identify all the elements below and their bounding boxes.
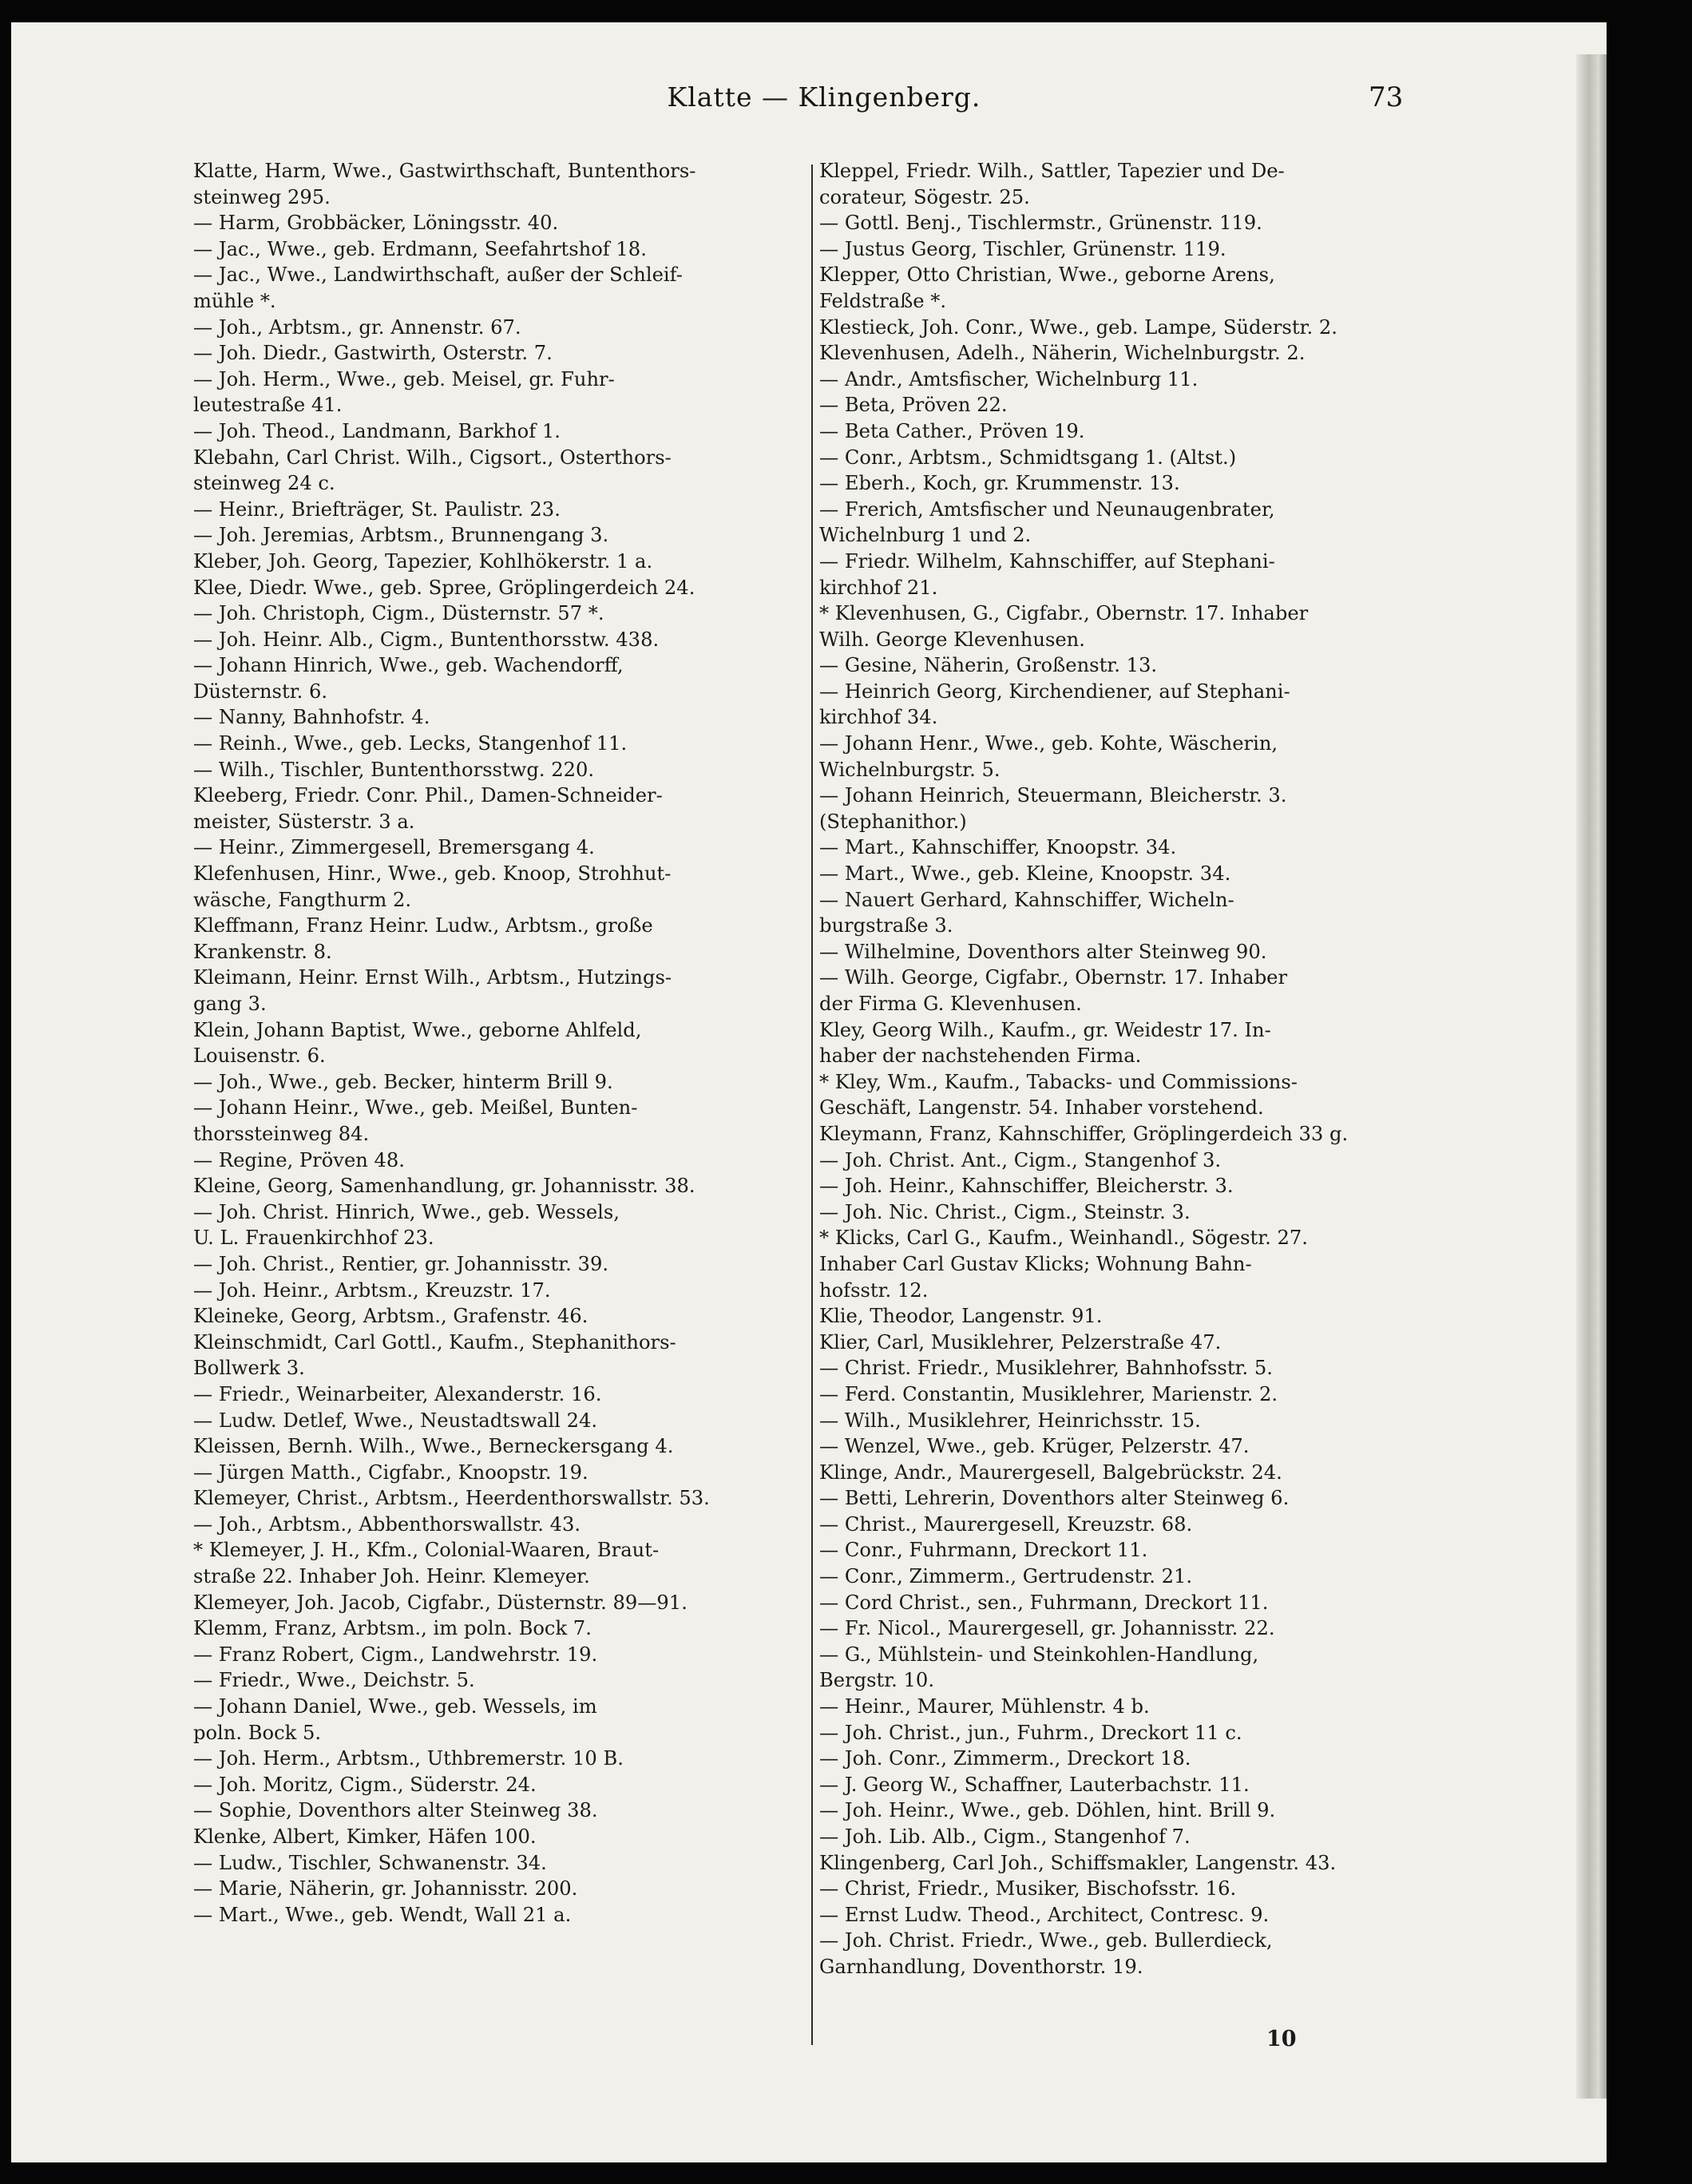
directory-line: Klier, Carl, Musiklehrer, Pelzerstraße 47. <box>819 1330 1222 1354</box>
directory-line: — Jac., Wwe., geb. Erdmann, Seefahrtshof 18. <box>193 237 647 260</box>
directory-line: — Jürgen Matth., Cigfabr., Knoopstr. 19. <box>193 1461 588 1484</box>
directory-line: — Frerich, Amtsfischer und Neunaugenbrater, <box>819 497 1275 521</box>
directory-line: burgstraße 3. <box>819 914 953 937</box>
directory-line: Geschäft, Langenstr. 54. Inhaber vorstehend. <box>819 1096 1264 1120</box>
directory-line: steinweg 295. <box>193 185 331 208</box>
directory-line: — Reinh., Wwe., geb. Lecks, Stangenhof 11. <box>193 732 628 755</box>
directory-line: — Johann Henr., Wwe., geb. Kohte, Wäscherin, <box>819 732 1278 755</box>
directory-line: — Joh. Heinr., Kahnschiffer, Bleicherstr. 3. <box>819 1175 1234 1198</box>
directory-line: Klemeyer, Joh. Jacob, Cigfabr., Düsternstr. 89—91. <box>193 1591 687 1614</box>
directory-line: * Klemeyer, J. H., Kfm., Colonial-Waaren, Braut- <box>193 1539 660 1562</box>
directory-line: — Joh. Moritz, Cigm., Süderstr. 24. <box>193 1773 537 1796</box>
right-column <box>819 158 1425 1980</box>
directory-line: — Fr. Nicol., Maurergesell, gr. Johannisstr. 22. <box>819 1617 1275 1640</box>
directory-line: — Joh. Diedr., Gastwirth, Osterstr. 7. <box>193 342 553 365</box>
directory-line: — Joh. Conr., Zimmerm., Dreckort 18. <box>819 1747 1191 1770</box>
directory-line: — Joh. Nic. Christ., Cigm., Steinstr. 3. <box>819 1200 1191 1223</box>
directory-line: Krankenstr. 8. <box>193 940 332 963</box>
directory-line: — Joh. Christ. Hinrich, Wwe., geb. Wessels, <box>193 1200 620 1223</box>
directory-line: corateur, Sögestr. 25. <box>819 185 1030 208</box>
directory-line: Klingenberg, Carl Joh., Schiffsmakler, Langenstr. 43. <box>819 1851 1337 1874</box>
directory-line: — Heinrich Georg, Kirchendiener, auf Stephani- <box>819 680 1290 703</box>
directory-line: — Joh. Heinr., Wwe., geb. Döhlen, hint. Brill 9. <box>819 1799 1276 1822</box>
directory-line: — Joh. Herm., Wwe., geb. Meisel, gr. Fuhr- <box>193 367 615 390</box>
directory-line: leutestraße 41. <box>193 394 343 417</box>
directory-line: Louisenstr. 6. <box>193 1044 326 1068</box>
directory-line: — Joh. Christ., Rentier, gr. Johannisstr. 39. <box>193 1252 609 1275</box>
directory-line: — Ferd. Constantin, Musiklehrer, Marienstr. 2. <box>819 1382 1278 1405</box>
directory-line: — Beta Cather., Pröven 19. <box>819 419 1085 442</box>
directory-line: — Sophie, Doventhors alter Steinweg 38. <box>193 1799 598 1822</box>
directory-line: (Stephanithor.) <box>819 810 967 833</box>
directory-line: — Beta, Pröven 22. <box>819 394 1008 417</box>
directory-line: poln. Bock 5. <box>193 1721 322 1744</box>
directory-line: — Mart., Kahnschiffer, Knoopstr. 34. <box>819 836 1177 859</box>
directory-line: — Wilh., Tischler, Buntenthorsstwg. 220. <box>193 758 595 781</box>
directory-line: — Joh. Herm., Arbtsm., Uthbremerstr. 10 B. <box>193 1747 624 1770</box>
directory-line: — Friedr., Wwe., Deichstr. 5. <box>193 1669 475 1692</box>
directory-line: — Johann Heinr., Wwe., geb. Meißel, Bunten- <box>193 1096 638 1120</box>
directory-line: — Wenzel, Wwe., geb. Krüger, Pelzerstr. 47. <box>819 1435 1250 1458</box>
directory-line: — Cord Christ., sen., Fuhrmann, Dreckort 11. <box>819 1591 1269 1614</box>
directory-line: Klenke, Albert, Kimker, Häfen 100. <box>193 1825 537 1848</box>
directory-line: Kley, Georg Wilh., Kaufm., gr. Weidestr 17. In- <box>819 1018 1271 1041</box>
directory-line: — Ludw. Detlef, Wwe., Neustadtswall 24. <box>193 1409 598 1432</box>
directory-line: Kleppel, Friedr. Wilh., Sattler, Tapezier und De- <box>819 160 1285 182</box>
directory-line: — Conr., Fuhrmann, Dreckort 11. <box>819 1539 1148 1562</box>
directory-line: Klemeyer, Christ., Arbtsm., Heerdenthorswallstr. 53. <box>193 1487 710 1510</box>
directory-line: Inhaber Carl Gustav Klicks; Wohnung Bahn- <box>819 1252 1252 1275</box>
directory-line: Klein, Johann Baptist, Wwe., geborne Ahlfeld, <box>193 1018 642 1041</box>
directory-line: — Friedr., Weinarbeiter, Alexanderstr. 16. <box>193 1382 602 1405</box>
directory-line: — Jac., Wwe., Landwirthschaft, außer der Schleif- <box>193 264 683 287</box>
page-number: 73 <box>1369 81 1404 113</box>
directory-line: — Joh. Heinr. Alb., Cigm., Buntenthorsstw. 438. <box>193 628 660 651</box>
running-head: Klatte — Klingenberg. <box>667 81 981 113</box>
directory-line: U. L. Frauenkirchhof 23. <box>193 1227 434 1250</box>
directory-line: Klefenhusen, Hinr., Wwe., geb. Knoop, Strohhut- <box>193 862 672 886</box>
directory-line: Klinge, Andr., Maurergesell, Balgebrückstr. 24. <box>819 1461 1282 1484</box>
directory-line: Kleineke, Georg, Arbtsm., Grafenstr. 46. <box>193 1305 588 1328</box>
directory-line: — Johann Heinrich, Steuermann, Bleicherstr. 3. <box>819 784 1287 807</box>
directory-line: — Johann Daniel, Wwe., geb. Wessels, im <box>193 1695 597 1718</box>
directory-line: — Joh. Christoph, Cigm., Düsternstr. 57 *. <box>193 602 604 625</box>
directory-line: der Firma G. Klevenhusen. <box>819 993 1082 1015</box>
directory-line: — Joh. Christ., jun., Fuhrm., Dreckort 11 c. <box>819 1721 1242 1744</box>
directory-line: Klestieck, Joh. Conr., Wwe., geb. Lampe, Süderstr. 2. <box>819 315 1337 339</box>
directory-line: — Harm, Grobbäcker, Löningsstr. 40. <box>193 212 559 235</box>
directory-page <box>11 22 1607 2162</box>
directory-line: — Mart., Wwe., geb. Kleine, Knoopstr. 34. <box>819 862 1231 886</box>
directory-line: steinweg 24 c. <box>193 472 335 495</box>
directory-line: — Joh. Christ. Ant., Cigm., Stangenhof 3. <box>819 1148 1222 1171</box>
directory-line: — Friedr. Wilhelm, Kahnschiffer, auf Stephani- <box>819 549 1275 573</box>
directory-line: mühle *. <box>193 289 276 312</box>
directory-line: haber der nachstehenden Firma. <box>819 1044 1142 1068</box>
directory-line: — G., Mühlstein- und Steinkohlen-Handlung, <box>819 1643 1259 1666</box>
directory-line: hofsstr. 12. <box>819 1278 929 1302</box>
directory-line: Klebahn, Carl Christ. Wilh., Cigsort., Osterthors- <box>193 446 672 469</box>
directory-line: Kleffmann, Franz Heinr. Ludw., Arbtsm., große <box>193 914 653 937</box>
signature-mark: 10 <box>1266 2027 1297 2051</box>
page-edge <box>1576 54 1607 2099</box>
directory-line: Klie, Theodor, Langenstr. 91. <box>819 1305 1103 1328</box>
directory-line: straße 22. Inhaber Joh. Heinr. Klemeyer. <box>193 1565 590 1588</box>
directory-line: — Johann Hinrich, Wwe., geb. Wachendorff, <box>193 654 624 677</box>
directory-line: Garnhandlung, Doventhorstr. 19. <box>819 1955 1143 1978</box>
directory-line: Wilh. George Klevenhusen. <box>819 628 1085 651</box>
directory-line: — J. Georg W., Schaffner, Lauterbachstr. 11. <box>819 1773 1250 1796</box>
directory-line: Düsternstr. 6. <box>193 680 328 703</box>
directory-line: — Franz Robert, Cigm., Landwehrstr. 19. <box>193 1643 598 1666</box>
directory-line: — Eberh., Koch, gr. Krummenstr. 13. <box>819 472 1180 495</box>
directory-line: wäsche, Fangthurm 2. <box>193 888 412 911</box>
directory-line: — Ludw., Tischler, Schwanenstr. 34. <box>193 1851 547 1874</box>
directory-line: kirchhof 34. <box>819 706 938 729</box>
directory-line: Kleimann, Heinr. Ernst Wilh., Arbtsm., Hutzings- <box>193 966 672 989</box>
directory-line: — Joh., Wwe., geb. Becker, hinterm Brill 9. <box>193 1070 613 1093</box>
directory-line: — Marie, Näherin, gr. Johannisstr. 200. <box>193 1877 578 1901</box>
directory-line: — Joh. Christ. Friedr., Wwe., geb. Bullerdieck, <box>819 1929 1273 1952</box>
directory-line: Kleine, Georg, Samenhandlung, gr. Johannisstr. 38. <box>193 1175 695 1198</box>
directory-line: thorssteinweg 84. <box>193 1122 370 1145</box>
directory-line: Feldstraße *. <box>819 289 947 312</box>
directory-line: Klatte, Harm, Wwe., Gastwirthschaft, Buntenthors- <box>193 160 696 182</box>
directory-line: — Joh., Arbtsm., Abbenthorswallstr. 43. <box>193 1512 581 1536</box>
page-header <box>11 81 1607 129</box>
directory-line: — Gottl. Benj., Tischlermstr., Grünenstr. 119. <box>819 212 1262 235</box>
directory-line: — Joh. Jeremias, Arbtsm., Brunnengang 3. <box>193 524 609 547</box>
directory-line: Kleber, Joh. Georg, Tapezier, Kohlhökerstr. 1 a. <box>193 549 653 573</box>
directory-line: Kleymann, Franz, Kahnschiffer, Gröplingerdeich 33 g. <box>819 1122 1349 1145</box>
column-divider <box>811 164 813 2045</box>
directory-line: — Wilh., Musiklehrer, Heinrichsstr. 15. <box>819 1409 1201 1432</box>
directory-line: kirchhof 21. <box>819 576 938 599</box>
directory-line: Wichelnburgstr. 5. <box>819 758 1001 781</box>
directory-line: Klemm, Franz, Arbtsm., im poln. Bock 7. <box>193 1617 592 1640</box>
directory-line: — Heinr., Zimmergesell, Bremersgang 4. <box>193 836 595 859</box>
directory-line: Kleinschmidt, Carl Gottl., Kaufm., Stephanithors- <box>193 1330 676 1354</box>
directory-line: — Wilh. George, Cigfabr., Obernstr. 17. Inhaber <box>819 966 1288 989</box>
directory-line: — Christ., Maurergesell, Kreuzstr. 68. <box>819 1512 1193 1536</box>
directory-line: Klee, Diedr. Wwe., geb. Spree, Gröplingerdeich 24. <box>193 576 695 599</box>
directory-line: — Joh. Theod., Landmann, Barkhof 1. <box>193 419 561 442</box>
directory-line: — Justus Georg, Tischler, Grünenstr. 119. <box>819 237 1226 260</box>
directory-line: — Mart., Wwe., geb. Wendt, Wall 21 a. <box>193 1903 572 1926</box>
directory-line: Bergstr. 10. <box>819 1669 935 1692</box>
directory-line: — Nauert Gerhard, Kahnschiffer, Wicheln- <box>819 888 1234 911</box>
directory-line: gang 3. <box>193 993 267 1015</box>
directory-line: * Klevenhusen, G., Cigfabr., Obernstr. 17. Inhaber <box>819 602 1309 625</box>
left-column <box>193 158 795 1928</box>
directory-line: Bollwerk 3. <box>193 1357 305 1380</box>
directory-line: — Andr., Amtsfischer, Wichelnburg 11. <box>819 367 1199 390</box>
directory-line: — Conr., Zimmerm., Gertrudenstr. 21. <box>819 1565 1193 1588</box>
directory-line: — Conr., Arbtsm., Schmidtsgang 1. (Altst.) <box>819 446 1237 469</box>
directory-line: — Betti, Lehrerin, Doventhors alter Steinweg 6. <box>819 1487 1290 1510</box>
directory-line: Kleeberg, Friedr. Conr. Phil., Damen-Schneider- <box>193 784 663 807</box>
directory-line: — Joh. Lib. Alb., Cigm., Stangenhof 7. <box>819 1825 1191 1848</box>
directory-line: — Regine, Pröven 48. <box>193 1148 405 1171</box>
directory-line: — Wilhelmine, Doventhors alter Steinweg 90. <box>819 940 1267 963</box>
directory-line: * Klicks, Carl G., Kaufm., Weinhandl., Sögestr. 27. <box>819 1227 1308 1250</box>
directory-line: — Joh., Arbtsm., gr. Annenstr. 67. <box>193 315 521 339</box>
directory-line: — Nanny, Bahnhofstr. 4. <box>193 706 430 729</box>
directory-line: Klepper, Otto Christian, Wwe., geborne Arens, <box>819 264 1275 287</box>
directory-line: — Heinr., Briefträger, St. Paulistr. 23. <box>193 497 561 521</box>
directory-line: * Kley, Wm., Kaufm., Tabacks- und Commissions- <box>819 1070 1298 1093</box>
directory-line: — Christ, Friedr., Musiker, Bischofsstr. 16. <box>819 1877 1237 1901</box>
directory-line: Klevenhusen, Adelh., Näherin, Wichelnburgstr. 2. <box>819 342 1306 365</box>
directory-line: — Gesine, Näherin, Großenstr. 13. <box>819 654 1158 677</box>
directory-line: — Christ. Friedr., Musiklehrer, Bahnhofsstr. 5. <box>819 1357 1273 1380</box>
directory-line: meister, Süsterstr. 3 a. <box>193 810 415 833</box>
directory-line: Wichelnburg 1 und 2. <box>819 524 1032 547</box>
directory-line: — Ernst Ludw. Theod., Architect, Contresc. 9. <box>819 1903 1270 1926</box>
directory-line: Kleissen, Bernh. Wilh., Wwe., Berneckersgang 4. <box>193 1435 674 1458</box>
directory-line: — Heinr., Maurer, Mühlenstr. 4 b. <box>819 1695 1150 1718</box>
directory-line: — Joh. Heinr., Arbtsm., Kreuzstr. 17. <box>193 1278 551 1302</box>
